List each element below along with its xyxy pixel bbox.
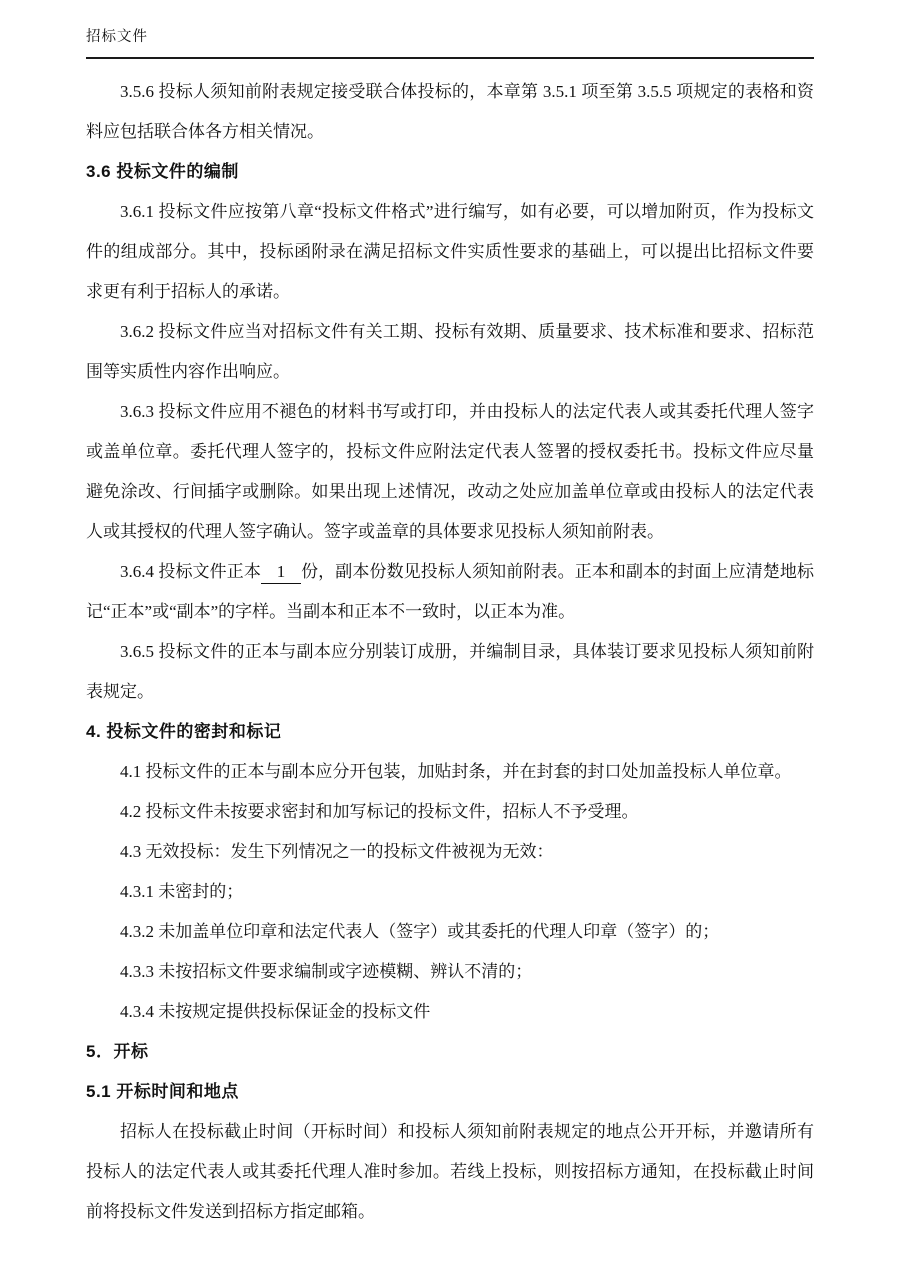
original-copies-blank: 1 [261,561,301,584]
section-heading-5: 5．开标 [86,1042,149,1061]
paragraph-4-3-3: 4.3.3 未按招标文件要求编制或字迹模糊、辨认不清的； [120,962,533,981]
paragraph-4-1: 4.1 投标文件的正本与副本应分开包装，加贴封条，并在封套的封口处加盖投标人单位章。 [120,762,792,781]
paragraph-4-3-2: 4.3.2 未加盖单位印章和法定代表人（签字）或其委托的代理人印章（签字）的； [120,922,720,941]
document-body [86,59,814,1232]
section-heading-4: 4. 投标文件的密封和标记 [86,722,282,741]
paragraph-3-6-2: 3.6.2 投标文件应当对招标文件有关工期、投标有效期、质量要求、技术标准和要求、招标范围等实质性内容作出响应。 [86,322,814,381]
paragraph-5-1: 招标人在投标截止时间（开标时间）和投标人须知前附表规定的地点公开开标，并邀请所有投标人的法定代表人或其委托代理人准时参加。若线上投标，则按招标方通知，在投标截止时间前将投标文件发送到招标方指定邮箱。 [86,1122,814,1221]
page-header [86,26,814,59]
paragraph-3-6-4-suffix: 份，副本份数见投标人须知前附表。正本和副本的封面上应清楚地标记“正本”或“副本”的字样。当副本和正本不一致时，以正本为准。 [86,562,815,621]
paragraph-4-3: 4.3 无效投标：发生下列情况之一的投标文件被视为无效： [120,842,554,861]
paragraph-4-3-1: 4.3.1 未密封的； [120,882,244,901]
paragraph-3-6-4-prefix: 3.6.4 投标文件正本 [120,562,261,581]
paragraph-3-6-4 [86,552,814,632]
paragraph-3-5-6: 3.5.6 投标人须知前附表规定接受联合体投标的，本章第 3.5.1 项至第 3.5.5 项规定的表格和资料应包括联合体各方相关情况。 [86,82,814,141]
paragraph-3-6-5: 3.6.5 投标文件的正本与副本应分别装订成册，并编制目录，具体装订要求见投标人须知前附表规定。 [86,642,814,701]
section-heading-5-1: 5.1 开标时间和地点 [86,1082,239,1101]
paragraph-4-3-4: 4.3.4 未按规定提供投标保证金的投标文件 [120,1002,431,1021]
paragraph-3-6-1: 3.6.1 投标文件应按第八章“投标文件格式”进行编写，如有必要，可以增加附页，作为投标文件的组成部分。其中，投标函附录在满足招标文件实质性要求的基础上，可以提出比招标文件要求更有利于招标人的承诺。 [86,202,814,301]
paragraph-3-6-3: 3.6.3 投标文件应用不褪色的材料书写或打印，并由投标人的法定代表人或其委托代理人签字或盖单位章。委托代理人签字的，投标文件应附法定代表人签署的授权委托书。投标文件应尽量避免涂改、行间插字或删除。如果出现上述情况，改动之处应加盖单位章或由投标人的法定代表人或其授权的代理人签字确认。签字或盖章的具体要求见投标人须知前附表。 [86,402,814,541]
document-title: 招标文件 [86,29,148,45]
paragraph-4-2: 4.2 投标文件未按要求密封和加写标记的投标文件，招标人不予受理。 [120,802,639,821]
section-heading-3-6: 3.6 投标文件的编制 [86,162,239,181]
